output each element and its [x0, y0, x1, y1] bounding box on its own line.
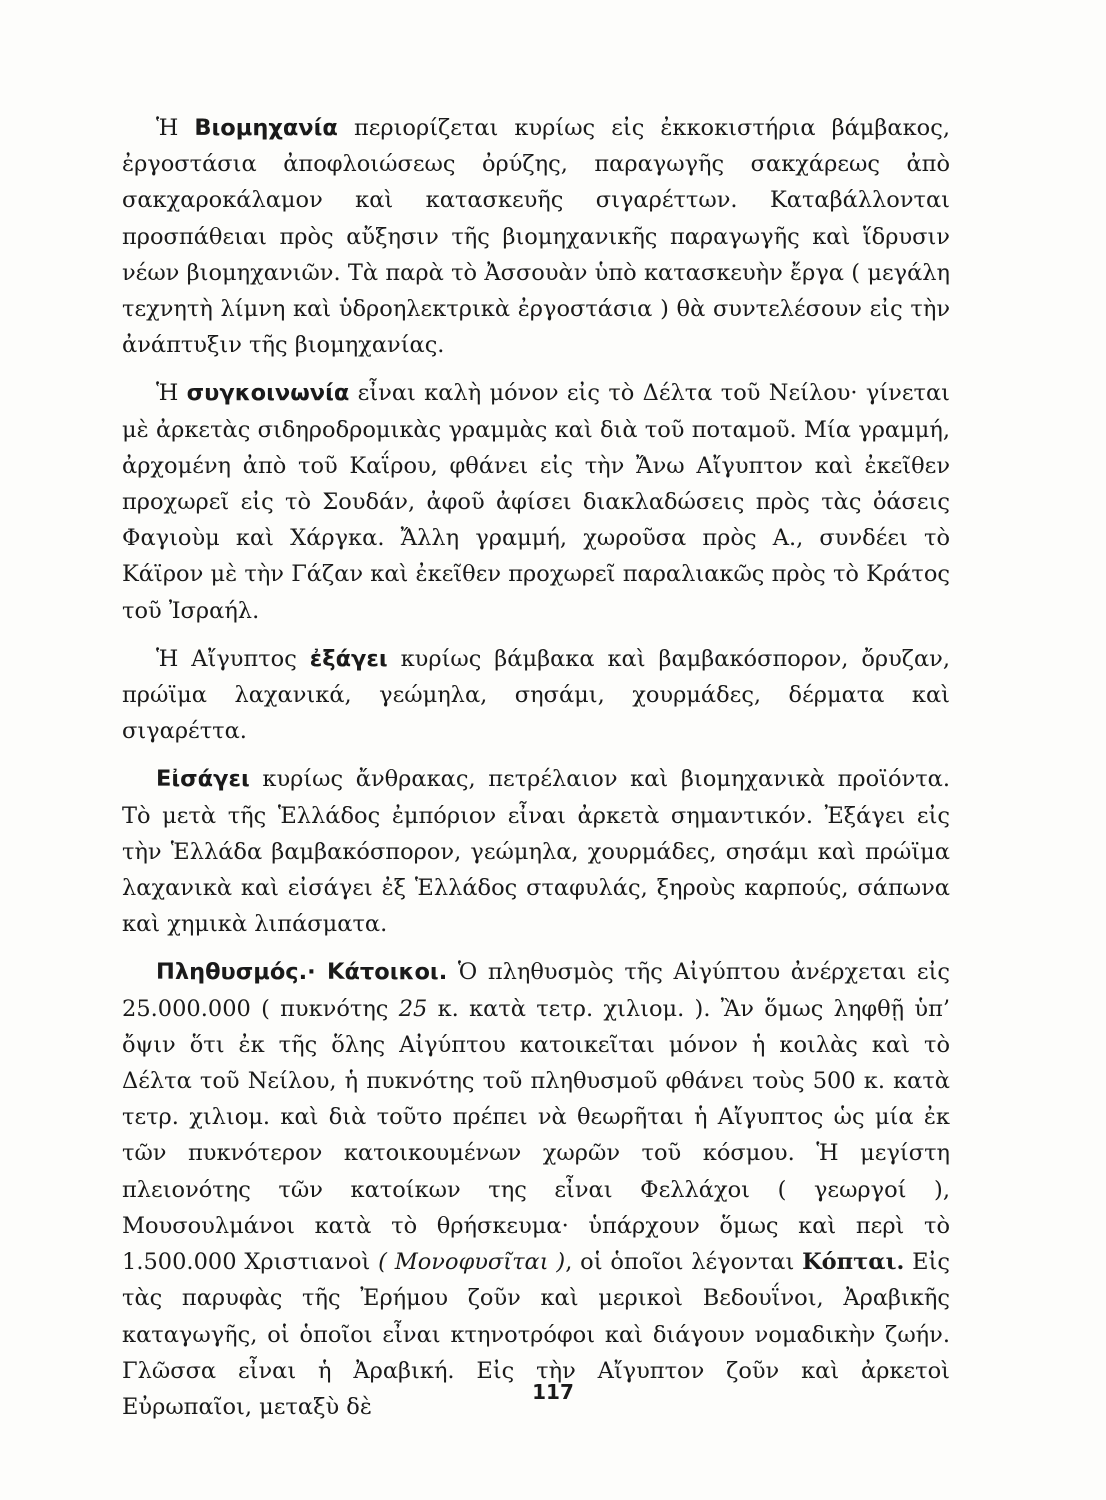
bold-term: ἐξάγει — [309, 645, 388, 672]
text-run: κυρίως ἄνθρακας, πετρέλαιον καὶ βιομηχανικὰ προϊόντα. Τὸ μετὰ τῆς Ἑλλάδος ἐμπόριον εἶναι ἀρκετὰ σημαντικόν. Ἐξάγει εἰς τὴν Ἑλλάδα βαμβακόσπορον, γεώμηλα, χουρμάδες, σησάμι καὶ πρώϊμα λαχανικὰ καὶ εἰσάγει ἐξ Ἑλλάδος σταφυλάς, ξηροὺς καρπούς, σάπωνα καὶ χημικὰ λιπάσματα. — [122, 766, 950, 938]
paragraph-imports — [122, 761, 950, 942]
text-run: Ἡ — [156, 115, 195, 141]
text-run: εἶναι καλὴ μόνον εἰς τὸ Δέλτα τοῦ Νείλου· γίνεται μὲ ἀρκετὰς σιδηροδρομικὰς γραμμὰς καὶ διὰ τοῦ ποταμοῦ. Μία γραμμή, ἀρχομένη ἀπὸ τοῦ Καΐρου, φθάνει εἰς τὴν Ἄνω Αἴγυπτον καὶ ἐκεῖθεν προχωρεῖ εἰς τὸ Σουδάν, ἀφοῦ ἀφίσει διακλαδώσεις πρὸς τὰς ὀάσεις Φαγιοὺμ καὶ Χάργκα. Ἄλλη γραμμή, χωροῦσα πρὸς Α., συνδέει τὸ Κάϊρον μὲ τὴν Γάζαν καὶ ἐκεῖθεν προχωρεῖ παραλιακῶς πρὸς τὸ Κράτος τοῦ Ἰσραήλ. — [122, 380, 950, 624]
body-text — [122, 110, 950, 1437]
paragraph-population — [122, 954, 950, 1425]
bold-term: Εἰσάγει — [156, 766, 250, 793]
text-run: Ἡ Αἴγυπτος — [156, 645, 310, 672]
italic-run: 25 — [398, 995, 428, 1022]
bold-term: συγκοινωνία — [186, 380, 350, 407]
text-run: , οἱ ὁποῖοι λέγονται — [565, 1249, 803, 1276]
paragraph-industry — [122, 110, 950, 363]
text-run: κ. κατὰ τετρ. χιλιομ. ). Ἂν ὅμως ληφθῇ ὑπ’ ὄψιν ὅτι ἐκ τῆς ὅλης Αἰγύπτου κατοικεῖται μόνον ἡ κοιλὰς καὶ τὸ Δέλτα τοῦ Νείλου, ἡ πυκνότης τοῦ πληθυσμοῦ φθάνει τοὺς 500 κ. κατὰ τετρ. χιλιομ. καὶ διὰ τοῦτο πρέπει νὰ θεωρῆται ἡ Αἴγυπτος ὡς μία ἐκ τῶν πυκνότερον κατοικουμένων χωρῶν τοῦ κόσμου. Ἡ μεγίστη πλειονότης τῶν κατοίκων της εἶναι Φελλάχοι ( γεωργοί ), Μουσουλμάνοι κατὰ τὸ θρήσκευμα· ὑπάρχουν ὅμως καὶ περὶ τὸ 1.500.000 Χριστιανοὶ — [122, 995, 951, 1276]
text-run: περιορίζεται κυρίως εἰς ἐκκοκιστήρια βάμβακος, ἐργοστάσια ἀποφλοιώσεως ὀρύζης, παραγωγῆς σακχάρεως ἀπὸ σακχαροκάλαμον καὶ κατασκευῆς σιγαρέττων. Καταβάλλονται προσπάθειαι πρὸς αὔξησιν τῆς βιομηχανικῆς παραγωγῆς καὶ ἵδρυσιν νέων βιομηχανιῶν. Τὰ παρὰ τὸ Ἀσσουὰν ὑπὸ κατασκευὴν ἔργα ( μεγάλη τεχνητὴ λίμνη καὶ ὑδροηλεκτρικὰ ἐργοστάσια ) θὰ συντελέσουν εἰς τὴν ἀνάπτυξιν τῆς βιομηχανίας. — [122, 115, 950, 359]
text-run: κυρίως βάμβακα καὶ βαμβακόσπορον, ὄρυζαν, πρώϊμα λαχανικά, γεώμηλα, σησάμι, χουρμάδες, δέρματα καὶ σιγαρέττα. — [122, 645, 950, 745]
text-run: Εἰς τὰς παρυφὰς τῆς Ἐρήμου ζοῦν καὶ μερικοὶ Βεδουΐνοι, Ἀραβικῆς καταγωγῆς, οἱ ὁποῖοι εἶναι κτηνοτρόφοι καὶ διάγουν νομαδικὴν ζωήν. Γλῶσσα εἶναι ἡ Ἀραβική. Εἰς τὴν Αἴγυπτον ζοῦν καὶ ἀρκετοὶ Εὐρωπαῖοι, μεταξὺ δὲ — [122, 1249, 950, 1420]
text-run: Ὁ πληθυσμὸς τῆς Αἰγύπτου ἀνέρχεται εἰς 25.000.000 ( πυκνότης — [122, 959, 950, 1022]
paragraph-exports — [122, 641, 950, 750]
italic-run: ( Μονοφυσῖται ) — [378, 1249, 566, 1276]
bold-term: Κόπται. — [802, 1249, 905, 1276]
page-number: 117 — [532, 1380, 574, 1404]
paragraph-communication — [122, 375, 950, 628]
bold-term: Πληθυσμός.· Κάτοικοι. — [156, 959, 448, 986]
bold-term: Βιομηχανία — [194, 115, 338, 141]
text-run: Ἡ — [156, 380, 187, 407]
